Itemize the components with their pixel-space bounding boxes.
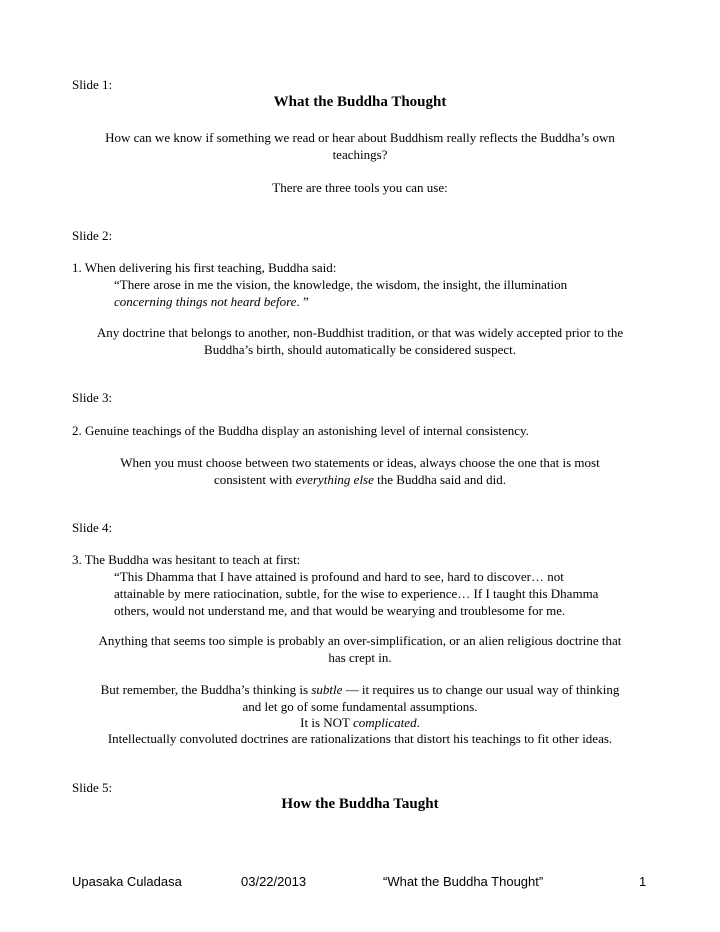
slide-2-label: Slide 2:: [72, 228, 113, 243]
slide-4-note-3-end: .: [416, 715, 420, 730]
slide-4-note-2-start: But remember, the Buddha’s thinking is: [100, 682, 312, 697]
slide-4-note-2-line-2: and let go of some fundamental assumptions.: [242, 699, 478, 714]
slide-4-note-1-line-2: has crept in.: [328, 650, 392, 665]
slide-4-label: Slide 4:: [72, 520, 113, 535]
slide-4-note-2-line-4: Intellectually convoluted doctrines are rationalizations that distort his teachings to fit other ideas.: [107, 731, 613, 746]
slide-2-quote-line-1: “There arose in me the vision, the knowledge, the wisdom, the insight, the illumination: [114, 277, 568, 292]
slide-4-note-2-end: — it requires us to change our usual way of thinking: [342, 682, 620, 697]
footer-author: Upasaka Culadasa: [72, 874, 182, 889]
slide-4-point: 3. The Buddha was hesitant to teach at first:: [72, 552, 301, 567]
slide-3-label: Slide 3:: [72, 390, 113, 405]
slide-2-quote-italic: concerning things not heard before: [114, 294, 297, 309]
slide-1-question-line-1: How can we know if something we read or hear about Buddhism really reflects the Buddha’s own: [105, 130, 615, 145]
slide-3-note-line-1: When you must choose between two statements or ideas, always choose the one that is most: [120, 455, 600, 470]
slide-1-question-line-2: teachings?: [332, 147, 388, 162]
slide-1-label: Slide 1:: [72, 77, 113, 92]
slide-2-quote-end: . ”: [296, 294, 309, 309]
slide-3-note-start: consistent with: [213, 472, 296, 487]
slide-1-heading: What the Buddha Thought: [273, 94, 447, 110]
slide-3-note-line-2: [0, 471, 720, 488]
footer-page-number: 1: [639, 874, 647, 889]
slide-2-note-line-1: Any doctrine that belongs to another, non-Buddhist tradition, or that was widely accepted prior to the: [96, 325, 624, 340]
slide-5-label: Slide 5:: [72, 780, 113, 795]
slide-4-note-3-start: It is NOT: [300, 715, 354, 730]
slide-4-note-2-line-3: [0, 714, 720, 731]
slide-3-note-end: the Buddha said and did.: [373, 472, 507, 487]
slide-1-tools: There are three tools you can use:: [272, 180, 448, 195]
slide-3-note-italic: everything else: [295, 472, 374, 487]
footer-date: 03/22/2013: [241, 874, 307, 889]
slide-4-quote-line-1: “This Dhamma that I have attained is profound and hard to see, hard to discover… not: [114, 569, 564, 584]
slide-3-point: 2. Genuine teachings of the Buddha display an astonishing level of internal consistency.: [72, 423, 529, 438]
slide-2-note-line-2: Buddha’s birth, should automatically be considered suspect.: [204, 342, 516, 357]
slide-4-note-2-line-1: [0, 681, 720, 698]
slide-4-note-2-italic: subtle: [311, 682, 343, 697]
footer-title: “What the Buddha Thought”: [383, 874, 544, 889]
slide-4-note-1-line-1: Anything that seems too simple is probably an over-simplification, or an alien religious doctrine that: [98, 633, 622, 648]
slide-2-point: 1. When delivering his first teaching, Buddha said:: [72, 260, 337, 275]
slide-2-quote-line-2: [114, 293, 309, 310]
slide-5-heading: How the Buddha Taught: [281, 796, 439, 812]
slide-4-note-3-italic: complicated: [353, 715, 417, 730]
slide-4-quote-line-2: attainable by mere ratiocination, subtle, for the wise to experience… If I taught this Dhamma: [114, 586, 599, 601]
slide-4-quote-line-3: others, would not understand me, and that would be wearying and troublesome for me.: [114, 603, 566, 618]
